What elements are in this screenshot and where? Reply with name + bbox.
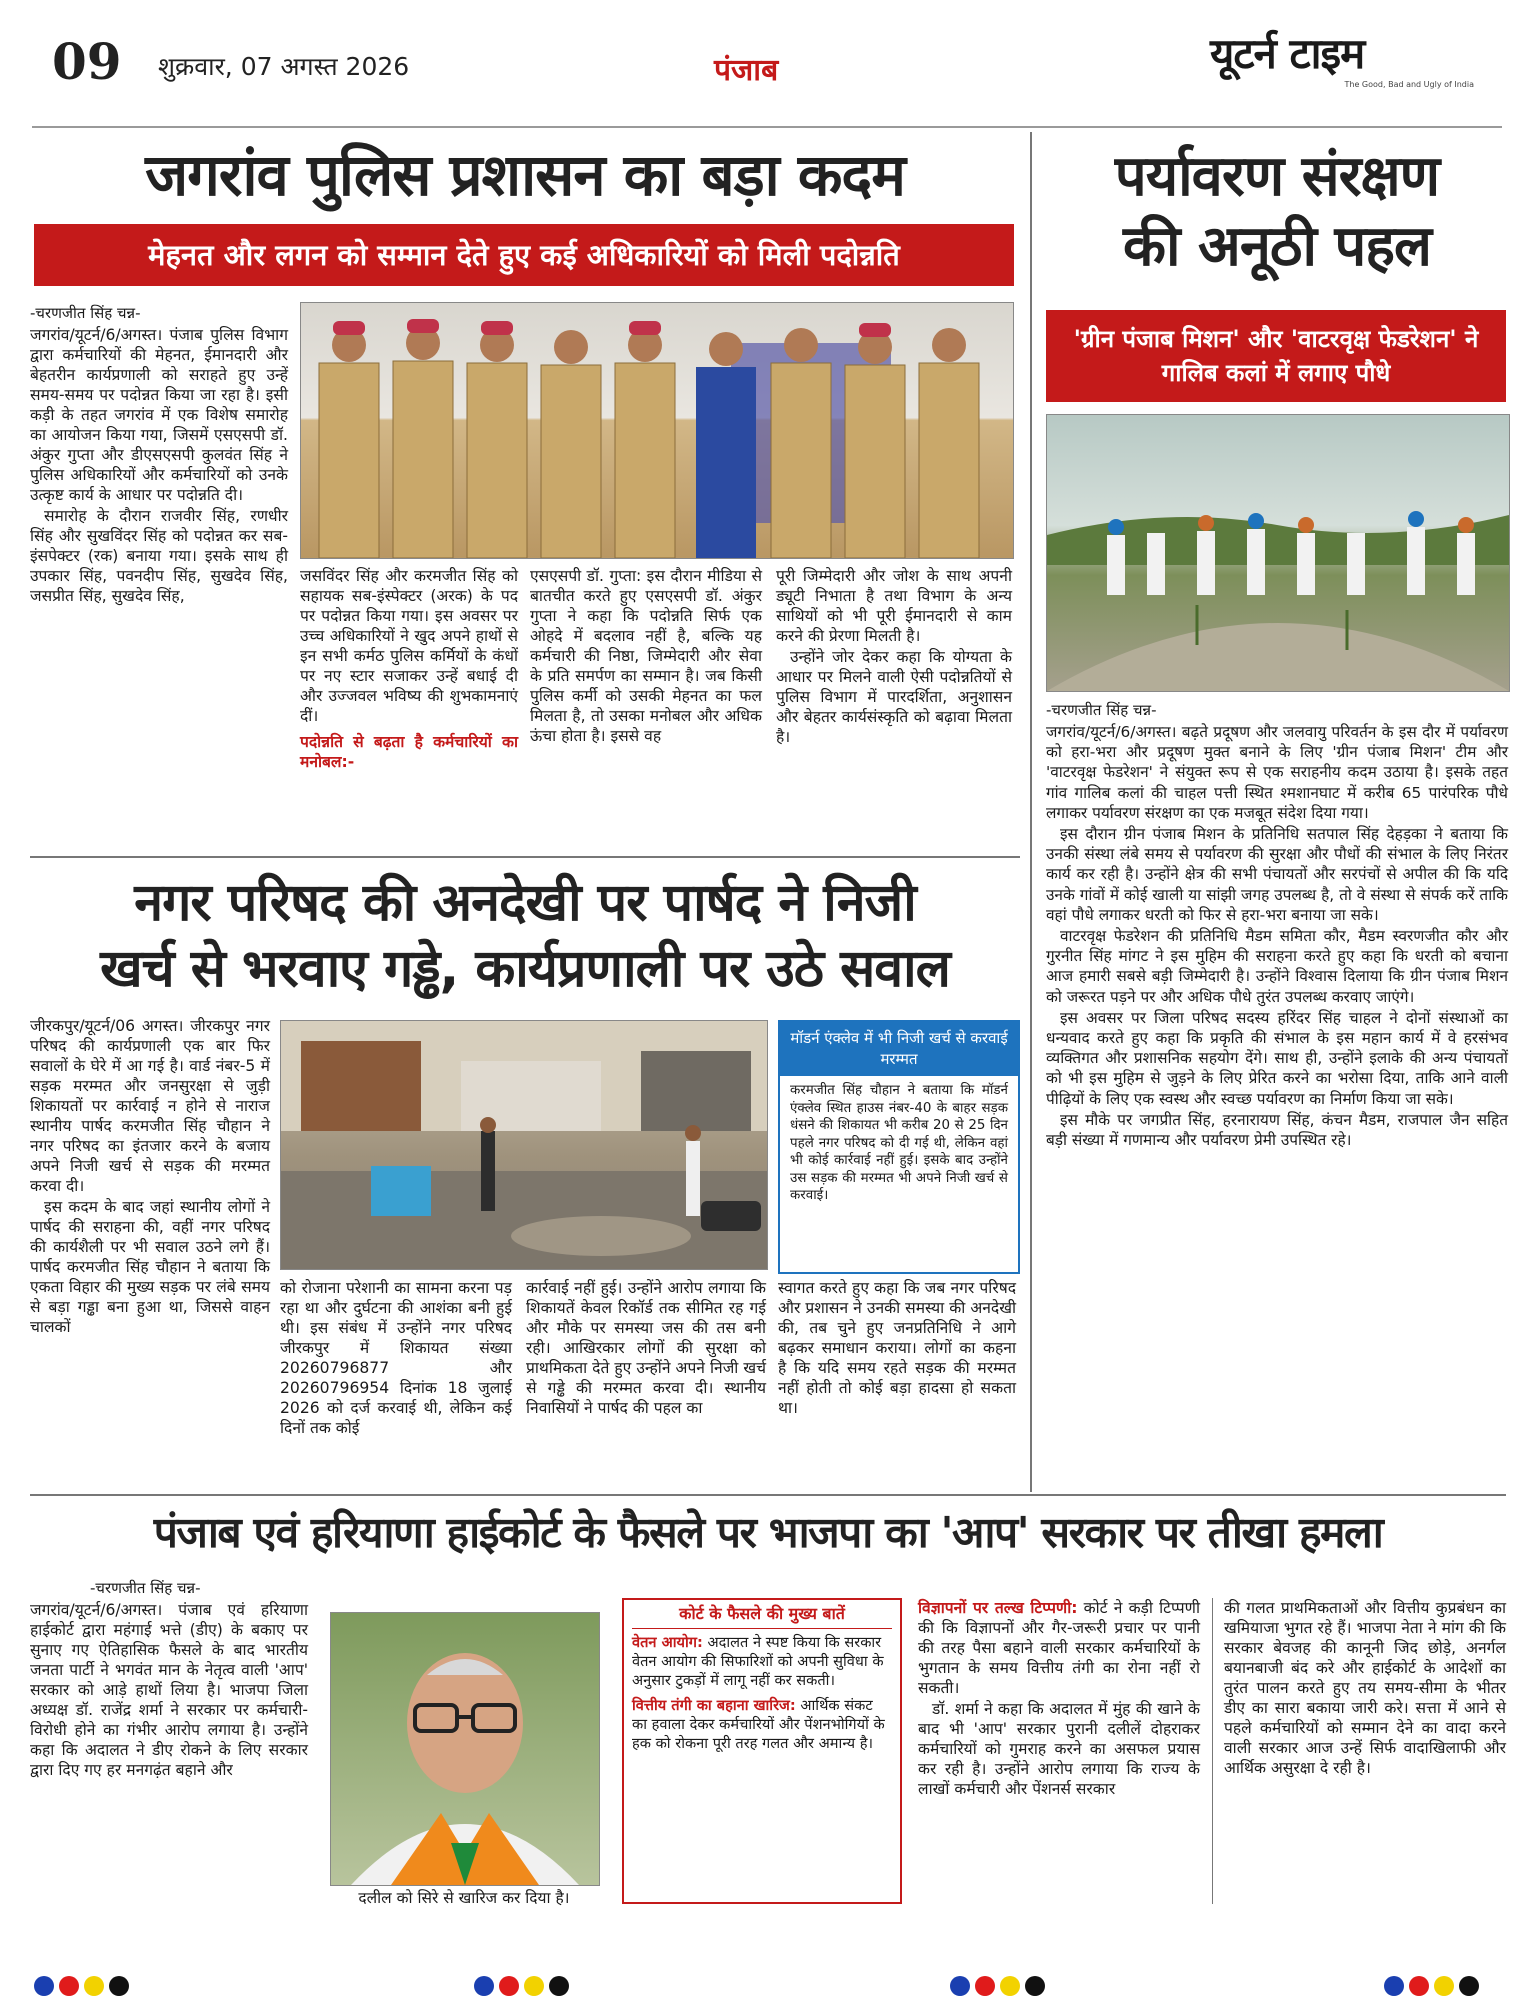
registration-dot [524,1976,544,1996]
story-divider [30,856,1020,858]
paragraph: कार्रवाई नहीं हुई। उन्होंने आरोप लगाया कि शिकायतें केवल रिकॉर्ड तक सीमित रह गई और मौके पर समस्या जस की तस बनी रही। आखिरकार लोगों की सुरक्षा को प्राथमिकता देते हुए उन्होंने अपने निजी खर्च से गड्ढे की मरम्मत करवा दी। स्थानीय निवासियों ने पार्षद की पहल का [526,1279,766,1417]
paragraph: डॉ. शर्मा ने कहा कि अदालत में मुंह की खाने के बाद भी 'आप' सरकार पुरानी दलीलें दोहराकर कर्मचारियों को गुमराह करने का असफल प्रयास कर रही है। उन्होंने आरोप लगाया कि राज्य के लाखों कर्मचारी और पेंशनर्स सरकार [918,1700,1200,1798]
paragraph: समारोह के दौरान राजवीर सिंह, रणधीर सिंह और सुखविंदर सिंह को पदोन्नत कर सब-इंसपेक्टर (रक) बनाया गया। इसके साथ ही उपकार सिंह, पवनदीप सिंह, सुखदेव सिंह, जसप्रीत सिंह, सुखदेव सिंह, [30,507,288,605]
registration-dot [59,1976,79,1996]
column-divider [1212,1598,1213,1904]
item-label: वेतन आयोग: [632,1634,703,1651]
story1-subheadline: मेहनत और लगन को सम्मान देते हुए कई अधिकारियों को मिली पदोन्नति [34,224,1014,286]
paragraph: की गलत प्राथमिकताओं और वित्तीय कुप्रबंधन का खमियाजा भुगत रहे हैं। भाजपा नेता ने मांग की कि सरकार बेवजह की कानूनी जिद छोड़े, अनर्गल बयानबाजी बंद करे और हाईकोर्ट के आदेशों का तुरंत पालन करते हुए तय समय-सीमा के भीतर डीए का सारा बकाया जारी करे। सत्ता में आने से पहले कर्मचारियों को सम्मान देने का वादा करने वाली सरकार आज उन्हें सिर्फ वादाखिलाफी और आर्थिक असुरक्षा दे रही है। [1224,1599,1506,1777]
paragraph: जीरकपुर/यूटर्न/06 अगस्त। जीरकपुर नगर परिषद की कार्यप्रणाली एक बार फिर सवालों के घेरे में आ गई है। वार्ड नंबर-5 में सड़क मरम्मत और जनसुरक्षा से जुड़ी शिकायतों पर कार्रवाई न होने से नाराज स्थानीय पार्षद करमजीत सिंह चौहान ने नगर परिषद का इंतजार करने के बजाय अपने निजी खर्च से सड़क की मरम्मत करवा दी। [30,1017,270,1195]
paragraph: एसएसपी डॉ. गुप्ता: इस दौरान मीडिया से बातचीत करते हुए एसएसपी डॉ. अंकुर गुप्ता ने कहा कि पदोन्नति सिर्फ एक ओहदे में बदलाव नहीं है, बल्कि यह कर्मचारी की निष्ठा, जिम्मेदारी और सेवा के प्रति समर्पण का सम्मान है। जब किसी पुलिस कर्मी को उसकी मेहनत का फल मिलता है, तो उसका मनोबल और अधिक ऊंचा होता है। इससे वह [530,567,762,745]
story2-headline [1042,142,1512,282]
registration-dot [84,1976,104,1996]
byline: -चरणजीत सिंह चन्न- [30,304,141,322]
tree-plantation-photo [1046,414,1510,692]
headline-line: की अनूठी पहल [1123,214,1431,279]
column-divider [1030,132,1032,1492]
registration-dot [1409,1976,1429,1996]
story1-headline: जगरांव पुलिस प्रशासन का बड़ा कदम [145,141,905,209]
photo-illustration [331,1613,599,1885]
paragraph-text: कोर्ट ने कड़ी टिप्पणी की कि विज्ञापनों और गैर-जरूरी प्रचार पर पानी की तरह पैसा बहाने वाली सरकार कर्मचारियों के भुगतान के समय वित्तीय तंगी का रोना नहीं रो सकती। [918,1599,1200,1697]
registration-dot [1384,1976,1404,1996]
page-number: 09 [52,32,122,91]
story4-column-4 [1224,1598,1506,1779]
story2-body [1046,700,1508,1151]
paragraph: इस कदम के बाद जहां स्थानीय लोगों ने पार्षद की सराहना की, वहीं नगर परिषद की कार्यशैली पर भी सवाल उठने लगे हैं। पार्षद करमजीत सिंह चौहान ने बताया कि एकता विहार की मुख्य सड़क पर लंबे समय से बड़ा गड्ढा बना हुआ था, जिससे वाहन चालकों [30,1198,270,1336]
paragraph: इस अवसर पर जिला परिषद सदस्य हरिंदर सिंह चाहल ने दोनों संस्थाओं का धन्यवाद करते हुए कहा कि प्रकृति की संभाल के इस महान कार्य में वे हरसंभव व्यक्तिगत और प्रशासनिक सहयोग देंगे। साथ ही, उन्होंने इलाके की अन्य पंचायतों को भी इस मुहिम से जुड़ने के लिए प्रेरित करने का भरोसा दिया, ताकि आने वाली पीढ़ियों के लिए एक स्वस्थ और स्वच्छ पर्यावरण का निर्माण किया जा सके। [1046,1008,1508,1108]
registration-dot [1459,1976,1479,1996]
story2-subheadline: 'ग्रीन पंजाब मिशन' और 'वाटरवृक्ष फेडरेशन' ने गालिब कलां में लगाए पौधे [1046,310,1506,402]
paragraph: स्वागत करते हुए कहा कि जब नगर परिषद और प्रशासन ने उनकी समस्या की अनदेखी की, तब चुने हुए जनप्रतिनिधि ने आगे बढ़कर समाधान कराया। लोगों का कहना है कि यदि समय रहते सड़क की मरम्मत नहीं होती तो कोई बड़ा हादसा हो सकता था। [778,1279,1016,1417]
registration-dot [1025,1976,1045,1996]
item-text: अदालत ने स्पष्ट किया कि सरकार वेतन आयोग की सिफारिशों को अपनी सुविधा के अनुसार टुकड़ों में लागू नहीं कर सकती। [632,1634,884,1689]
story1-column-3 [530,566,762,747]
registration-dot [109,1976,129,1996]
registration-dot [499,1976,519,1996]
masthead [0,0,1536,130]
registration-marks-2 [474,1976,569,1996]
story3-sidebox-body: करमजीत सिंह चौहान ने बताया कि मॉडर्न एंक्लेव स्थित हाउस नंबर-40 के बाहर सड़क धंसने की शिकायत भी करीब 20 से 25 दिन पहले नगर परिषद को दी गई थी, लेकिन वहां भी कोई कार्रवाई नहीं हुई। इसके बाद उन्होंने उस सड़क की मरम्मत भी अपने निजी खर्च से करवाई। [790,1083,1008,1203]
story4-column-1 [30,1578,308,1781]
registration-dot [975,1976,995,1996]
paragraph: जसविंदर सिंह और करमजीत सिंह को सहायक सब-इंस्पेक्टर (अरक) के पद पर पदोन्नत किया गया। इस अवसर पर उच्च अधिकारियों ने खुद अपने हाथों से इन सभी कर्मठ पुलिस कर्मियों के कंधों पर नए स्टार सजाकर उन्हें बधाई दी और उज्जवल भविष्य की शुभकामनाएं दीं। [300,567,518,725]
paragraph: उन्होंने जोर देकर कहा कि योग्यता के आधार पर मिलने वाली ऐसी पदोन्नतियों से पुलिस विभाग में पारदर्शिता, अनुशासन और बेहतर कार्यसंस्कृति को बढ़ावा मिलता है। [776,648,1012,746]
story4-headline: पंजाब एवं हरियाणा हाईकोर्ट के फैसले पर भाजपा का 'आप' सरकार पर तीखा हमला [153,1509,1383,1558]
story4-column-3 [918,1598,1200,1800]
item-text: आर्थिक संकट का हवाला देकर कर्मचारियों और पेंशनभोगियों के हक को रोकना पूरी तरह गलत और अमान्य है। [632,1697,885,1752]
paragraph: वाटरवृक्ष फेडरेशन की प्रतिनिधि मैडम समिता कौर, मैडम स्वरणजीत कौर और गुरनीत सिंह मांगट ने इस मुहिम की सराहना करते हुए कहा कि धरती को बचाना आज हमारी सबसे बड़ी जिम्मेदारी है। उन्होंने विश्वास दिलाया कि ग्रीन पंजाब मिशन को जरूरत पड़ने पर और अधिक पौधे तुरंत उपलब्ध करवाए जाएंगे। [1046,927,1508,1006]
story1-inline-subhead: पदोन्नति से बढ़ता है कर्मचारियों का मनोबल:- [300,733,518,771]
paragraph: इस मौके पर जगप्रीत सिंह, हरनारायण सिंह, कंचन मैडम, राजपाल जैन सहित बड़ी संख्या में गणमान्य और पर्यावरण प्रेमी उपस्थित रहे। [1046,1110,1508,1150]
byline: -चरणजीत सिंह चन्न- [1046,701,1157,719]
paragraph: जगरांव/यूटर्न/6/अगस्त। बढ़ते प्रदूषण और जलवायु परिवर्तन के इस दौर में पर्यावरण को हरा-भरा और प्रदूषण मुक्त बनाने के लिए 'ग्रीन पंजाब मिशन' टीम और 'वाटरवृक्ष फेडरेशन' ने संयुक्त रूप से एक सराहनीय कदम उठाया है। इसके तहत गांव गालिब कलां की चाहल पत्ती स्थित श्मशानघाट में करीब 65 पारंपरिक पौधे लगाकर पर्यावरण संरक्षण का एक मजबूत संदेश दिया गया। [1046,723,1508,822]
story4-sidebox-item [632,1633,892,1690]
registration-dot [549,1976,569,1996]
story3-headline [30,870,1020,1002]
item-label: वित्तीय तंगी का बहाना खारिज: [632,1697,796,1714]
registration-marks-3 [950,1976,1045,1996]
paragraph: को रोजाना परेशानी का सामना करना पड़ रहा था और दुर्घटना की आशंका बनी हुई थी। इस संबंध में उन्होंने नगर परिषद जीरकपुर में शिकायत संख्या 20260796877 और 20260796954 दिनांक 18 जुलाई 2026 को दर्ज करवाई थी, लेकिन कई दिनों तक कोई [280,1279,512,1437]
paragraph [918,1598,1200,1698]
story1-column-4 [776,566,1012,748]
registration-dot [1434,1976,1454,1996]
story3-column-3 [526,1278,766,1419]
registration-dot [950,1976,970,1996]
registration-dot [34,1976,54,1996]
story1-column-2 [300,566,518,773]
paragraph: जगरांव/यूटर्न/6/अगस्त। पंजाब एवं हरियाणा हाईकोर्ट द्वारा महंगाई भत्ते (डीए) के बकाए पर सुनाए गए ऐतिहासिक फैसले के बाद भारतीय जनता पार्टी ने भगवंत मान के नेतृत्व वाली 'आप' सरकार को आड़े हाथों लिया है। भाजपा जिला अध्यक्ष डॉ. राजेंद्र शर्मा ने सरकार पर कर्मचारी-विरोधी होने का गंभीर आरोप लगाया है। उन्होंने कहा कि अदालत ने डीए रोकने के लिए सरकार द्वारा दिए गए हर मनगढ़ंत बहाने और [30,1601,308,1779]
paragraph: पूरी जिम्मेदारी और जोश के साथ अपनी ड्यूटी निभाता है तथा विभाग के अन्य साथियों को भी पूरी ईमानदारी से काम करने की प्रेरणा मिलती है। [776,567,1012,645]
logo-text: यूटर्न टाइम [1210,29,1365,78]
police-promotion-photo [300,302,1014,559]
headline-line: खर्च से भरवाए गड्ढे, कार्यप्रणाली पर उठे सवाल [100,939,950,999]
newspaper-logo [1210,28,1490,100]
registration-dot [474,1976,494,1996]
headline-line: पर्यावरण संरक्षण [1114,144,1440,209]
story3-sidebox-title: मॉडर्न एंक्लेव में भी निजी खर्च से करवाई मरम्मत [780,1022,1018,1076]
story4-sidebox-title: कोर्ट के फैसले की मुख्य बातें [632,1600,892,1629]
story1-column-1 [30,303,288,607]
byline: -चरणजीत सिंह चन्न- [90,1579,201,1597]
registration-marks-1 [34,1976,129,1996]
registration-dot [1000,1976,1020,1996]
story3-column-4 [778,1278,1016,1419]
paragraph: जगरांव/यूटर्न/6/अगस्त। पंजाब पुलिस विभाग द्वारा कर्मचारियों की मेहनत, ईमानदारी और बेहतरीन कार्यप्रणाली को सराहते हुए उन्हें समय-समय पर पदोन्नत किया जा रहा है। इसी कड़ी के तहत जगरांव में एक विशेष समारोह का आयोजन किया गया, जिसमें एसएसपी डॉ. अंकुर गुप्ता और डीएसएसपी कुलवंत सिंह ने पुलिस अधिकारियों और कर्मचारियों को उनके उत्कृष्ट कार्य के आधार पर पदोन्नति दी। [30,326,288,504]
bjp-leader-photo-caption: दलील को सिरे से खारिज कर दिया है। [358,1889,570,1907]
photo-illustration [301,303,1013,558]
road-repair-photo [280,1020,768,1270]
section-name: पंजाब [714,53,779,88]
headline-line: नगर परिषद की अनदेखी पर पार्षद ने निजी [134,873,916,933]
paragraph: इस दौरान ग्रीन पंजाब मिशन के प्रतिनिधि सतपाल सिंह देहड़का ने बताया कि उनकी संस्था लंबे समय से पर्यावरण की सुरक्षा और पौधों की संभाल के लिए निरंतर कार्य कर रही है। उन्होंने क्षेत्र की सभी पंचायतों और सरपंचों से अपील की कि यदि उनके गांवों में कोई खाली या सांझी जगह उपलब्ध है, तो वे संस्था से संपर्क करें ताकि वहां पौधे लगाकर धरती को फिर से हरा-भरा बनाया जा सके। [1046,825,1508,924]
story3-sidebox [778,1020,1020,1274]
header-rule [32,100,1502,128]
registration-marks-4 [1384,1976,1479,1996]
story4-sidebox-item [632,1696,892,1753]
column-label: विज्ञापनों पर तल्ख टिप्पणी: [918,1599,1078,1617]
photo-illustration [281,1021,767,1269]
issue-date: शुक्रवार, 07 अगस्त 2026 [158,52,410,81]
bjp-leader-photo [330,1612,600,1886]
story-divider [30,1494,1506,1496]
story4-sidebox [622,1598,902,1904]
photo-illustration [1047,415,1509,691]
story3-column-1 [30,1016,270,1338]
logo-tagline: The Good, Bad and Ugly of India [1344,80,1474,89]
story3-column-2 [280,1278,512,1439]
